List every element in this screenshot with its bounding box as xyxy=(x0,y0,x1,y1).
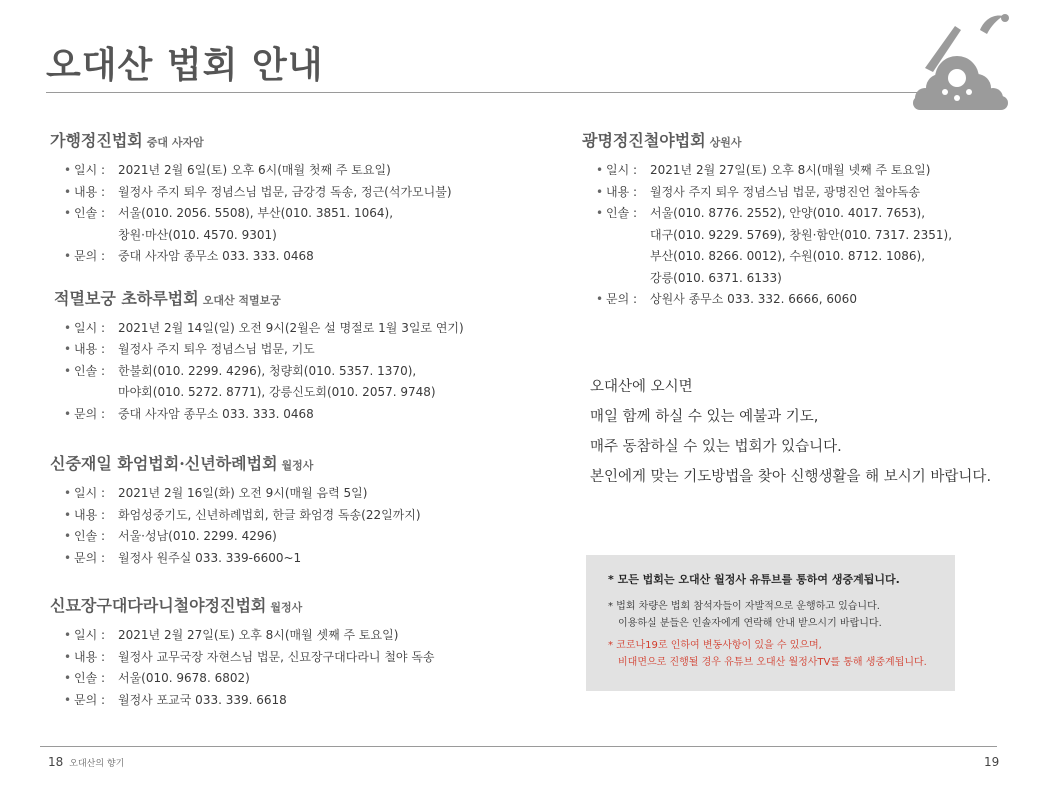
lotus-emblem-icon xyxy=(885,8,1035,118)
notice-box xyxy=(586,555,955,691)
event-section xyxy=(582,130,1002,311)
list-item: • 문의 : 중대 사자암 종무소 033. 333. 0468 xyxy=(64,249,314,263)
list-item: • 인솔 : 서울(010. 8776. 2552), 안양(010. 4017. 7653), 대구(010. 9229. 5769), 창원·함안(010. 7317. 2351), 부산(010. 8266. 0012), 수원(010. 8712. 1086), 강릉(010. 6371. 6133) xyxy=(596,206,953,285)
notice-covid-info: * 코로나19로 인하여 변동사항이 있을 수 있으며, 비대면으로 진행될 경우 유튜브 오대산 월정사TV를 통해 생중계됩니다. xyxy=(608,640,927,668)
notice-headline: * 모든 법회는 오대산 월정사 유튜브를 통하여 생중계됩니다. xyxy=(608,573,900,586)
page-title: 오대산 법회 안내 xyxy=(46,44,324,86)
list-item: • 일시 : 2021년 2월 27일(토) 오후 8시(매월 넷째 주 토요일) xyxy=(596,163,931,177)
section-title: 광명정진철야법회 상원사 xyxy=(582,131,742,150)
event-section xyxy=(50,595,520,711)
list-item: • 일시 : 2021년 2월 16일(화) 오전 9시(매월 음력 5일) xyxy=(64,486,368,500)
intro-line: 본인에게 맞는 기도방법을 찾아 신행생활을 해 보시기 바랍니다. xyxy=(590,469,992,485)
list-item: • 내용 : 월정사 주지 퇴우 정념스님 법문, 광명진언 철야독송 xyxy=(596,184,921,199)
list-item: • 인솔 : 서울(010. 2056. 5508), 부산(010. 3851. 1064), 창원·마산(010. 4570. 9301) xyxy=(64,206,394,242)
intro-line: 오대산에 오시면 xyxy=(590,379,693,395)
page-number-left: 18 xyxy=(48,755,64,769)
event-section xyxy=(50,288,520,426)
notice-vehicle-info: * 법회 차량은 법회 참석자들이 자발적으로 운행하고 있습니다. 이용하실 분들은 인솔자에게 연락해 안내 받으시기 바랍니다. xyxy=(608,601,882,629)
right-column xyxy=(582,130,1002,331)
list-item: • 문의 : 월정사 포교국 033. 339. 6618 xyxy=(64,692,287,707)
list-item: • 일시 : 2021년 2월 14일(일) 오전 9시(2월은 설 명절로 1월 3일로 연기) xyxy=(64,320,464,335)
list-item: • 인솔 : 서울·성남(010. 2299. 4296) xyxy=(64,529,277,543)
section-title: 신묘장구대다라니철야정진법회 월정사 xyxy=(50,596,303,615)
title-divider xyxy=(46,92,996,93)
list-item: • 인솔 : 서울(010. 9678. 6802) xyxy=(64,671,250,685)
list-item: • 내용 : 월정사 교무국장 자현스님 법문, 신묘장구대다라니 철야 독송 xyxy=(64,649,435,664)
intro-line: 매주 동참하실 수 있는 법회가 있습니다. xyxy=(590,439,842,455)
list-item: • 일시 : 2021년 2월 27일(토) 오후 8시(매월 셋째 주 토요일) xyxy=(64,628,399,642)
section-title: 신중재일 화엄법회·신년하례법회 월정사 xyxy=(50,454,314,473)
list-item: • 내용 : 화엄성중기도, 신년하례법회, 한글 화엄경 독송(22일까지) xyxy=(64,507,421,522)
list-item: • 일시 : 2021년 2월 6일(토) 오후 6시(매월 첫째 주 토요일) xyxy=(64,163,391,177)
event-section xyxy=(50,453,520,569)
page-number-right: 19 xyxy=(984,755,1000,769)
list-item: • 내용 : 월정사 주지 퇴우 정념스님 법문, 기도 xyxy=(64,342,315,356)
footer-divider xyxy=(40,746,997,747)
list-item: • 문의 : 중대 사자암 종무소 033. 333. 0468 xyxy=(64,406,314,421)
list-item: • 문의 : 상원사 종무소 033. 332. 6666, 6060 xyxy=(596,292,857,306)
section-title: 적멸보궁 초하루법회 오대산 적멸보궁 xyxy=(54,288,281,308)
event-section xyxy=(50,130,520,268)
list-item: • 내용 : 월정사 주지 퇴우 정념스님 법문, 금강경 독송, 정근(석가모니불) xyxy=(64,184,452,199)
left-column xyxy=(50,130,520,731)
intro-line: 매일 함께 하실 수 있는 예불과 기도, xyxy=(590,409,819,425)
section-title: 가행정진법회 중대 사자암 xyxy=(50,131,204,150)
book-title: 오대산의 향기 xyxy=(69,759,125,769)
list-item: • 인솔 : 한불회(010. 2299. 4296), 청량회(010. 5357. 1370), 마야회(010. 5272. 8771), 강릉신도회(010. 2057. 9748) xyxy=(64,363,436,399)
intro-text xyxy=(590,372,1010,492)
list-item: • 문의 : 월정사 원주실 033. 339-6600~1 xyxy=(64,550,302,565)
footer-left xyxy=(48,755,124,769)
